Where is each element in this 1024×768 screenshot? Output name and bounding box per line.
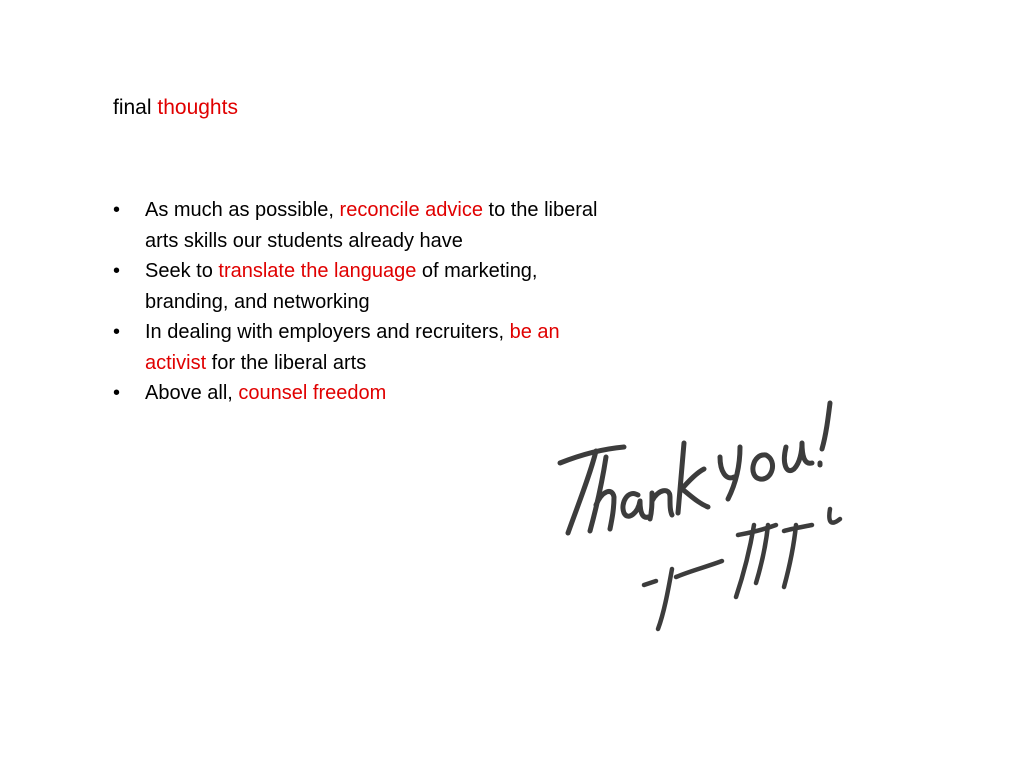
slide-title bbox=[113, 93, 238, 123]
bullet-item bbox=[113, 317, 613, 378]
bullet-marker: • bbox=[113, 260, 121, 282]
bullet-accent-part: counsel freedom bbox=[238, 382, 387, 404]
bullet-text bbox=[145, 199, 597, 252]
bullet-text-part: Above all, bbox=[145, 382, 239, 404]
title-plain: final bbox=[113, 96, 152, 119]
bullet-text-part: to the liberal arts skills our students already have bbox=[145, 199, 598, 252]
bullet-text-part: As much as possible, bbox=[145, 199, 340, 221]
bullet-text bbox=[145, 260, 538, 313]
bullet-accent-part: reconcile advice bbox=[339, 199, 483, 221]
handwritten-signature bbox=[540, 385, 860, 645]
bullet-accent-part: be an activist bbox=[145, 321, 560, 374]
bullet-item bbox=[113, 195, 613, 256]
title-accent: thoughts bbox=[157, 96, 238, 119]
signature-scribble bbox=[644, 509, 840, 629]
bullet-text-part: of marketing, branding, and networking bbox=[145, 260, 538, 313]
bullet-marker: • bbox=[113, 321, 121, 343]
bullet-marker: • bbox=[113, 382, 121, 404]
bullet-accent-part: translate the language bbox=[218, 260, 417, 282]
bullet-marker: • bbox=[113, 199, 121, 221]
bullet-list bbox=[113, 195, 613, 409]
thank-you-handwriting bbox=[560, 403, 830, 533]
bullet-text bbox=[145, 321, 560, 374]
bullet-item bbox=[113, 378, 613, 409]
bullet-text-part: for the liberal arts bbox=[206, 351, 367, 374]
bullet-text-part: In dealing with employers and recruiters, bbox=[145, 321, 510, 343]
bullet-text bbox=[145, 382, 386, 404]
bullet-text-part: Seek to bbox=[145, 260, 219, 282]
bullet-item bbox=[113, 256, 613, 317]
